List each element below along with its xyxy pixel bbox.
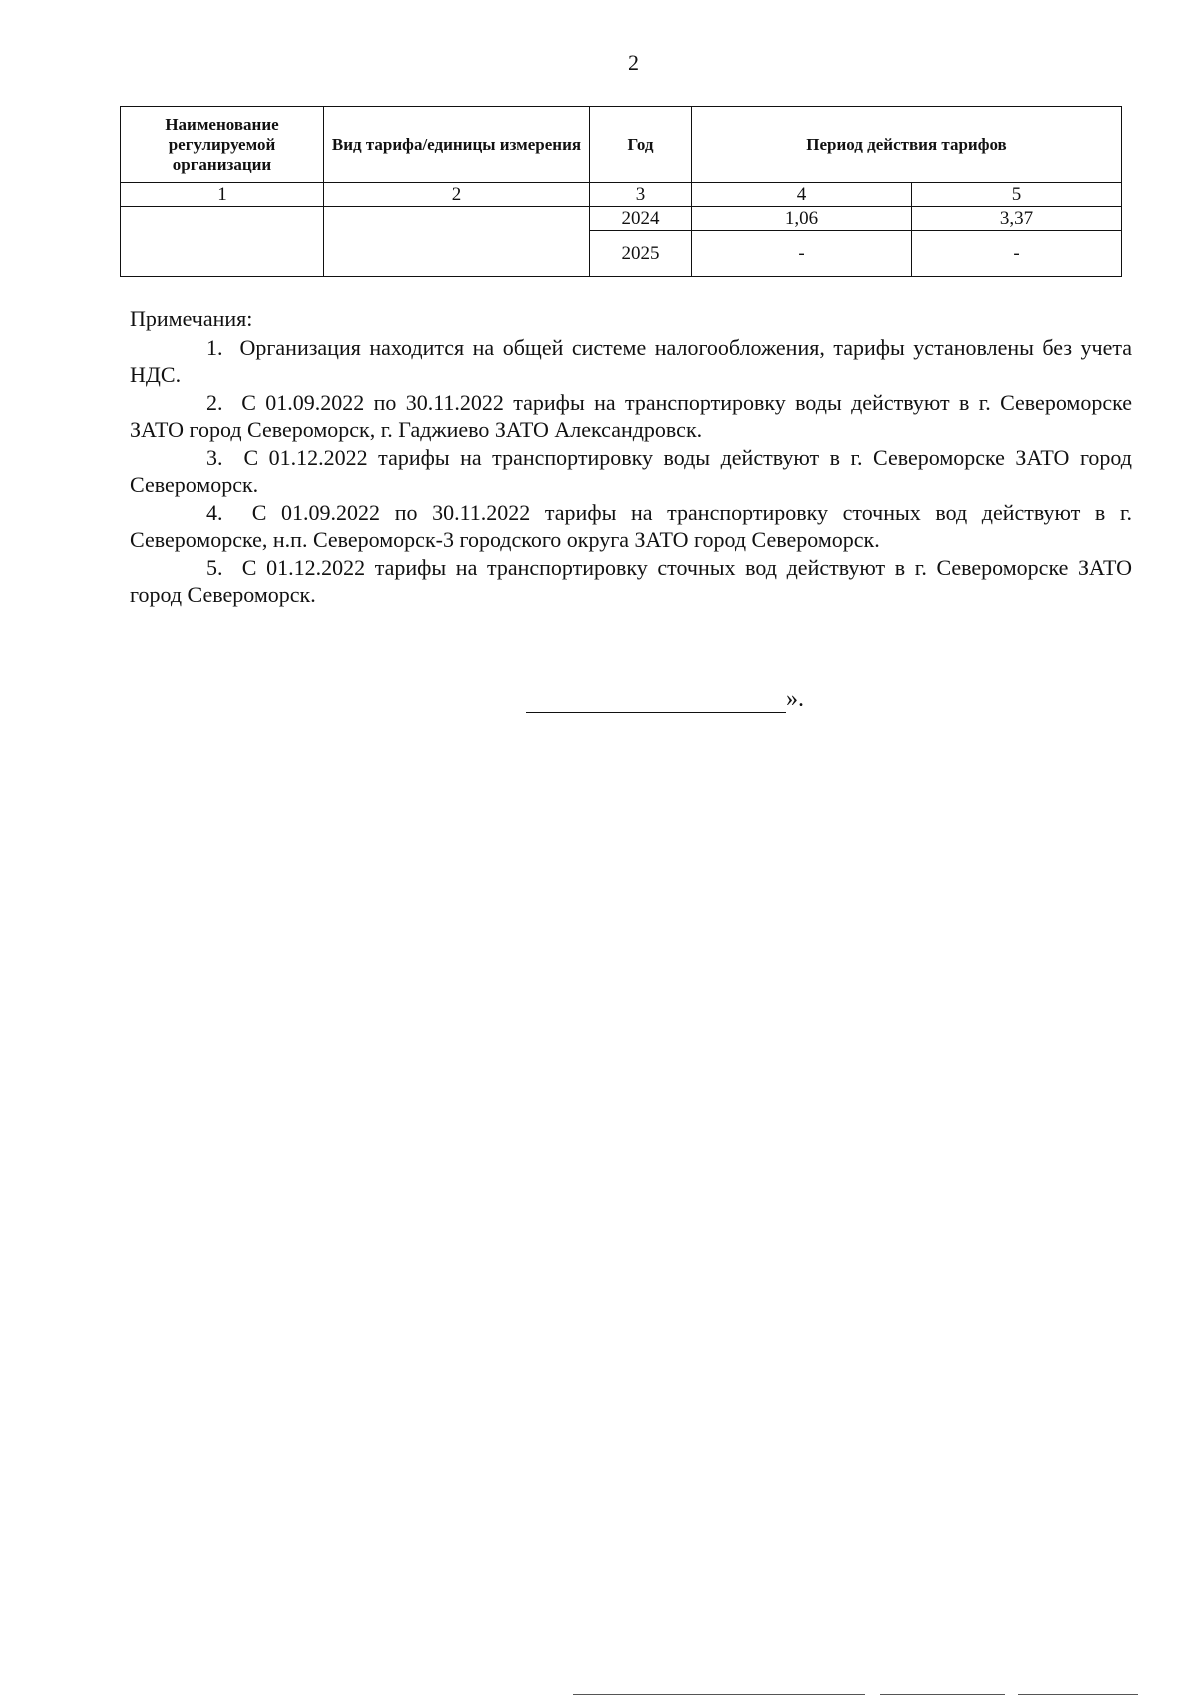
- value-cell: -: [692, 231, 912, 277]
- note-item-4: 4. С 01.09.2022 по 30.11.2022 тарифы на транспортировку сточных вод действуют в г. Североморске, н.п. Североморск-3 городского округа ЗАТО город Североморск.: [130, 500, 1132, 552]
- note-item-5: 5. С 01.12.2022 тарифы на транспортировку сточных вод действуют в г. Североморске ЗАТО город Североморск.: [130, 555, 1132, 607]
- column-number-5: 5: [912, 183, 1122, 207]
- notes-section: [130, 305, 1132, 609]
- footer-rule-3: [1018, 1694, 1138, 1695]
- closing-quote: ».: [786, 686, 804, 712]
- closing-mark: [526, 686, 804, 713]
- value-cell: 1,06: [692, 207, 912, 231]
- note-item-1: 1. Организация находится на общей системе налогообложения, тарифы установлены без учета НДС.: [130, 335, 1132, 387]
- note-item-2: 2. С 01.09.2022 по 30.11.2022 тарифы на транспортировку воды действуют в г. Североморске ЗАТО город Североморск, г. Гаджиево ЗАТО Александровск.: [130, 390, 1132, 442]
- closing-underline: [526, 692, 786, 713]
- table-header-row: [121, 107, 1122, 183]
- column-number-3: 3: [590, 183, 692, 207]
- tariff-type-cell: [324, 207, 590, 277]
- header-tariff-type: Вид тарифа/единицы измерения: [324, 107, 590, 183]
- column-number-row: [121, 183, 1122, 207]
- page-number: 2: [628, 50, 639, 75]
- value-cell: -: [912, 231, 1122, 277]
- org-name-cell: [121, 207, 324, 277]
- year-cell: 2025: [590, 231, 692, 277]
- header-period: Период действия тарифов: [692, 107, 1122, 183]
- table-row: [121, 207, 1122, 231]
- year-cell: 2024: [590, 207, 692, 231]
- value-cell: 3,37: [912, 207, 1122, 231]
- column-number-4: 4: [692, 183, 912, 207]
- column-number-1: 1: [121, 183, 324, 207]
- notes-title: Примечания:: [130, 306, 253, 331]
- footer-rule-1: [573, 1694, 865, 1695]
- header-year: Год: [590, 107, 692, 183]
- note-item-3: 3. С 01.12.2022 тарифы на транспортировку воды действуют в г. Североморске ЗАТО город Североморск.: [130, 445, 1132, 497]
- column-number-2: 2: [324, 183, 590, 207]
- tariff-table: [120, 106, 1122, 277]
- footer-rule-2: [880, 1694, 1005, 1695]
- header-org-name: Наименование регулируемой организации: [121, 107, 324, 183]
